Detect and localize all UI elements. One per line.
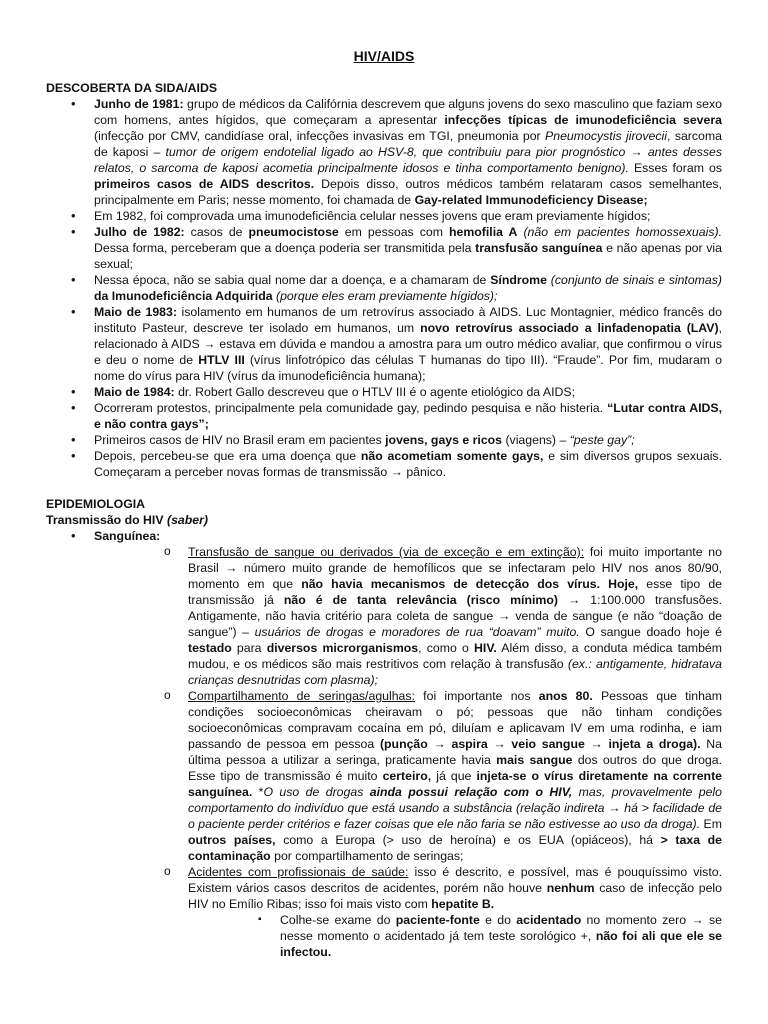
text-run: Colhe-se exame do	[280, 913, 396, 927]
text-run: já que	[431, 769, 477, 783]
text-run: *	[252, 785, 264, 799]
text-run: Em	[700, 817, 722, 831]
text-run: (vírus linfotrópico das células T humanas do tipo III). “Fraude”. Por fim, mudaram o nome do vírus para HIV (vírus da imunodeficiência humana);	[94, 353, 722, 383]
text-run: usuários de drogas e moradores de rua “doavam” muito.	[254, 625, 580, 639]
text-run: como a Europa (> uso de heroína) e os EUA (opiáceos), há	[275, 833, 661, 847]
document-title: HIV/AIDS	[353, 48, 415, 64]
text-run: grupo de médicos da Califórnia descrevem que alguns jovens do sexo masculino que faziam sexo com homens, antes hígidos, que começaram a apresentar	[94, 97, 722, 127]
text-run: não é de tanta relevância (risco mínimo)	[283, 593, 558, 607]
text-run: dr. Robert Gallo descreveu que o HTLV III é o agente etiológico da AIDS;	[174, 385, 575, 399]
text-run: hemofilia A	[448, 225, 518, 239]
text-run: e do	[479, 913, 517, 927]
text-run: dos outros do que droga. Esse tipo de transmissão é muito	[188, 753, 723, 783]
list-item	[46, 400, 722, 432]
text-run: Na última pessoa a utilizar a seringa, praticamente havia	[188, 737, 722, 767]
text-run: > taxa de contaminação	[188, 833, 723, 863]
text-run: acidentado	[516, 913, 582, 927]
text-run: caso de infecção pelo HIV no Emílio Ribas; isso foi mais visto com	[188, 881, 722, 911]
spacer	[46, 480, 722, 496]
text-run: (ex.: antigamente, hidratava crianças desnutridas com plasma);	[188, 657, 723, 687]
list-item	[46, 272, 722, 304]
nested-list-item	[234, 912, 722, 960]
text-run: mas, provavelmente pelo comportamento do indivíduo que está usando a substância (relação indireta → há > facilidade de o paciente perder critérios e fazer coisas que ele não faria se não estivesse ao uso da droga).	[188, 785, 722, 831]
text-run: , relacionado à AIDS → estava em dúvida e mandou a amostra para um outro médico avaliar, que confirmou o vírus e deu o nome de	[94, 321, 722, 367]
nested-sublist	[188, 912, 722, 960]
text-run: infecções típicas de imunodeficiência severa	[444, 113, 722, 127]
text-run: injeta-se o vírus diretamente na corrente sanguínea.	[188, 769, 723, 799]
text-run: Transfusão de sangue ou derivados (via de exceção e em extinção):	[188, 545, 585, 559]
text-run: (conjunto de sinais e sintomas)	[550, 273, 722, 287]
text-run: primeiros casos de AIDS descritos.	[94, 177, 315, 191]
text-run: (não em pacientes homossexuais).	[523, 225, 722, 239]
text-run: foi importante nos	[414, 689, 539, 703]
text-run: (porque eles eram previamente hígidos);	[275, 289, 498, 303]
text-run: , sarcoma de kaposi –	[94, 129, 722, 159]
transmission-sublist	[94, 544, 722, 960]
text-run: outros países,	[188, 833, 276, 847]
text-run: Depois disso, outros médicos também relataram casos semelhantes, principalmente em Paris; nesse momento, foi chamada de	[94, 177, 722, 207]
text-run: Além disso, a conduta médica também mudou, e os médicos são mais restritivos com relação à transfusão	[188, 641, 723, 671]
text-run: → 1:100.000 transfusões. Antigamente, não havia critério para coleta de sangue → venda de sangue (e não “doação de sangue”) –	[188, 593, 722, 639]
text-run: Em 1982, foi comprovada uma imunodeficiência celular nesses jovens que eram previamente hígidos;	[94, 209, 651, 223]
text-run: “Lutar contra AIDS, e não contra gays”;	[94, 401, 722, 431]
text-run: não foi ali que ele se infectou.	[280, 929, 722, 959]
list-item	[46, 448, 722, 480]
text-run: Junho de 1981:	[94, 97, 184, 111]
text-run: isolamento em humanos de um retrovírus associado à AIDS. Luc Montagnier, médico francês do instituto Pasteur, descreve ter isolado em humanos, um	[94, 305, 722, 335]
text-run: nenhum	[546, 881, 595, 895]
text-run: paciente-fonte	[395, 913, 480, 927]
text-run: não acometiam somente gays,	[360, 449, 544, 463]
text-run: O sangue doado hoje é	[579, 625, 722, 639]
section-heading-epidemiology: EPIDEMIOLOGIA	[46, 497, 146, 511]
text-run: e sim diversos grupos sexuais. Começaram a perceber novas formas de transmissão → pânico.	[94, 449, 722, 479]
discovery-list	[46, 96, 722, 480]
sub-list-item	[140, 864, 722, 960]
transmission-list	[46, 528, 722, 960]
text-run: Pneumocystis jirovecii	[545, 129, 667, 143]
text-run: certeiro,	[382, 769, 432, 783]
list-item	[46, 384, 722, 400]
sub-list-item	[140, 544, 722, 688]
text-run: Compartilhamento de seringas/agulhas:	[188, 689, 415, 703]
text-run: Síndrome	[490, 273, 547, 287]
text-run: por compartilhamento de seringas;	[270, 849, 464, 863]
text-run: da Imunodeficiência Adquirida	[94, 289, 273, 303]
list-item	[46, 208, 722, 224]
transmission-note: (saber)	[166, 513, 208, 527]
text-run: Maio de 1983:	[94, 305, 177, 319]
list-item	[46, 304, 722, 384]
text-run: tumor de origem endotelial ligado ao HSV-8, que contribuiu para pior prognóstico → antes desses relatos, o sarcoma de kaposi acometia principalmente idosos e tinha comportamento benigno).	[94, 145, 723, 175]
list-item	[46, 96, 722, 208]
section-heading-discovery: DESCOBERTA DA SIDA/AIDS	[46, 81, 218, 95]
text-run: foi muito importante no Brasil → número muito grande de hemofílicos que se infectaram pelo HIV nos anos 80/90, momento em que	[188, 545, 722, 591]
text-run: transfusão sanguínea	[475, 241, 603, 255]
category-label: Sanguínea:	[94, 529, 161, 543]
sub-list-item	[140, 688, 722, 864]
text-run: não havia mecanismos de detecção dos vírus. Hoje,	[301, 577, 639, 591]
text-run: (punção → aspira → veio sangue → injeta a droga).	[379, 737, 701, 751]
text-run: HIV.	[474, 641, 497, 655]
list-item	[46, 224, 722, 272]
text-run: Dessa forma, perceberam que a doença poderia ser transmitida pela	[94, 241, 476, 255]
text-run: Maio de 1984:	[94, 385, 175, 399]
text-run: pneumocistose	[248, 225, 339, 239]
text-run: , como o	[418, 641, 475, 655]
text-run: Julho de 1982:	[94, 225, 185, 239]
text-run: Acidentes com profissionais de saúde:	[188, 865, 409, 879]
text-run: diversos microrganismos	[266, 641, 419, 655]
list-item-sanguinea	[46, 528, 722, 960]
text-run: esse tipo de transmissão já	[188, 577, 723, 607]
text-run: para	[231, 641, 267, 655]
text-run: Ocorreram protestos, principalmente pela comunidade gay, pedindo pesquisa e não histeria.	[94, 401, 608, 415]
text-run: (viagens) –	[502, 433, 570, 447]
text-run: Nessa época, não se sabia qual nome dar a doença, e a chamaram de	[94, 273, 491, 287]
list-item	[46, 432, 722, 448]
text-run: jovens, gays e ricos	[385, 433, 503, 447]
subheading-transmission	[46, 512, 722, 528]
text-run: Depois, percebeu-se que era uma doença que	[94, 449, 361, 463]
text-run: isso é descrito, e possível, mas é pouquíssimo visto. Existem vários casos descritos de acidentes, porém não houve	[188, 865, 722, 895]
text-run: Primeiros casos de HIV no Brasil eram em pacientes	[94, 433, 386, 447]
text-run: (infecção por CMV, candidíase oral, infecções invasivas em TGI, pneumonia por	[94, 129, 546, 143]
text-run: anos 80.	[538, 689, 593, 703]
text-run: HTLV III	[198, 353, 245, 367]
text-run: novo retrovírus associado a linfadenopatia (LAV)	[420, 321, 719, 335]
text-run: no momento zero → se nesse momento o acidentado já tem teste sorológico +,	[280, 913, 722, 943]
text-run: testado	[188, 641, 232, 655]
text-run: em pessoas com	[338, 225, 449, 239]
text-run: ainda possui relação com o HIV,	[369, 785, 573, 799]
text-run: Pessoas que tinham condições socioeconômicas cheiravam o pó; pessoas que não tinham condições socioeconômicas compravam cocaína em pó, diluíam e aplicavam IV em uma rodinha, e iam passando de pessoa em pessoa	[188, 689, 722, 751]
text-run: “peste gay”;	[569, 433, 635, 447]
text-run: O uso de drogas	[263, 785, 370, 799]
text-run: hepatite B.	[431, 897, 495, 911]
text-run: casos de	[184, 225, 249, 239]
text-run: mais sangue	[496, 753, 573, 767]
text-run: e não apenas por via sexual;	[94, 241, 722, 271]
transmission-heading-text: Transmissão do HIV	[46, 513, 164, 527]
text-run: Gay-related Immunodeficiency Disease;	[414, 193, 648, 207]
text-run: Esses foram os	[628, 161, 722, 175]
